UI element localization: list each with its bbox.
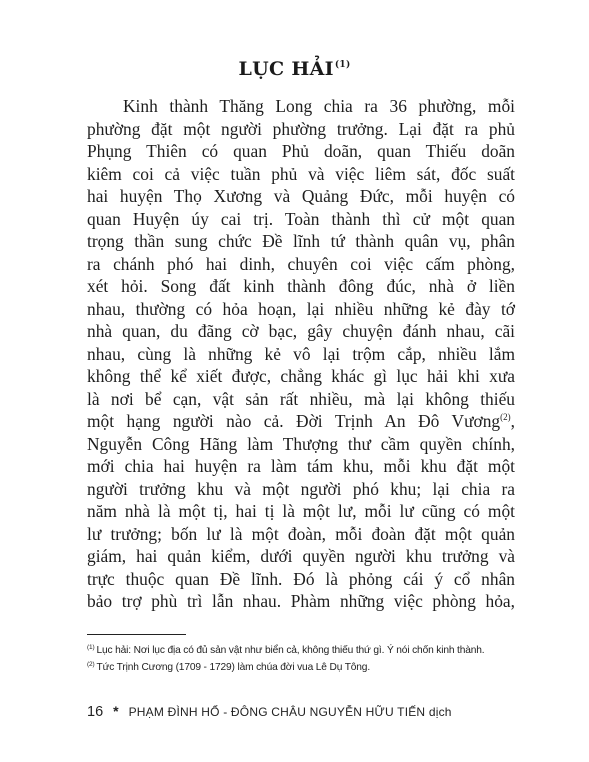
- text-line: nhà quan, du đãng cờ bạc, gây chuyện đánh nhau, cãi: [87, 321, 515, 341]
- text-line: Nguyễn Công Hãng làm Thượng thư cầm quyền chính,: [87, 433, 515, 454]
- footnote-divider: [87, 634, 186, 635]
- footnotes: [87, 642, 527, 676]
- page-footer: [87, 703, 527, 720]
- text-line: kiêm coi cả việc tuần phủ và việc liêm sát, đốc suất: [87, 163, 515, 184]
- footnote-2: [87, 659, 527, 676]
- text-line: ra chánh phó hai dinh, chuyên coi việc cấm phòng,: [87, 253, 515, 274]
- text-line: Phụng Thiên có quan Phủ doãn, quan Thiếu doãn: [87, 141, 515, 161]
- text-line: lư trưởng; bốn lư là một đoàn, mỗi đoàn đặt một quản: [87, 523, 515, 544]
- running-head: PHẠM ĐÌNH HỔ - ĐÔNG CHÂU NGUYỄN HỮU TIẾN dịch: [128, 705, 452, 719]
- text-line: không thể kể xiết được, chẳng khác gì lục hải khi xưa: [87, 366, 515, 386]
- footnote-2-text: Tức Trịnh Cương (1709 - 1729) làm chúa đời vua Lê Dụ Tông.: [96, 662, 371, 673]
- footnote-2-marker: (2): [87, 661, 95, 668]
- footnote-marker-2: (2): [500, 412, 511, 422]
- title-footnote-marker: (1): [334, 60, 351, 70]
- text-line: Kinh thành Thăng Long chia ra 36 phường, mỗi: [123, 96, 515, 116]
- text-line: nhau, cùng là những kẻ vô lại trộm cắp, nhiều lắm: [87, 343, 515, 364]
- text-line: là nơi bể cạn, vật sản rất nhiều, mà lại không thiếu: [87, 388, 515, 409]
- footnote-1-marker: (1): [87, 644, 95, 651]
- text-line: người trưởng khu và một người phó khu; lại chia ra: [87, 478, 515, 499]
- chapter-title-text: LỤC HẢI: [238, 58, 334, 80]
- text-line: giám, hai quản kiểm, dưới quyền người khu trưởng và: [87, 546, 515, 566]
- text-line: hai huyện Thọ Xương và Quảng Đức, mỗi huyện có: [87, 186, 515, 206]
- text-line: năm nhà là một tị, hai tị là một lư, mỗi lư cũng có một: [87, 501, 515, 521]
- text-line: quan Huyện úy cai trị. Toàn thành thì cử một quan: [87, 208, 515, 229]
- text-line: trực thuộc quan Đề lĩnh. Đó là phỏng cái ý cổ nhân: [87, 568, 515, 589]
- body-paragraph: [87, 95, 515, 613]
- text-line-with-note: [87, 410, 515, 433]
- text-line: phường đặt một người phường trưởng. Lại đặt ra phủ: [87, 118, 515, 139]
- text-line: trọng thần sung chức Đề lĩnh tứ thành quân vụ, phân: [87, 231, 515, 251]
- star-separator: *: [113, 703, 119, 719]
- text-line: bảo trợ phù trì lẫn nhau. Phàm những việc phòng hỏa,: [87, 591, 515, 611]
- footnote-1-text: Lục hải: Nơi lục địa có đủ sản vật như biển cả, không thiếu thứ gì. Ý nói chốn kinh thành.: [96, 645, 485, 656]
- text-line-content: một hạng người nào cả. Đời Trịnh An Đô Vương: [87, 411, 501, 431]
- footnote-1: [87, 642, 527, 659]
- text-line-comma: ,: [510, 411, 515, 431]
- text-line: xét hỏi. Song đất kinh thành đông đúc, nhà ở liền: [87, 276, 515, 296]
- chapter-title: [0, 58, 589, 80]
- page-number: 16: [87, 704, 104, 720]
- text-line: mới chia hai huyện ra làm tám khu, mỗi khu đặt một: [87, 456, 515, 476]
- text-line: nhau, thường có hỏa hoạn, lại nhiều những kẻ đày tớ: [87, 298, 515, 319]
